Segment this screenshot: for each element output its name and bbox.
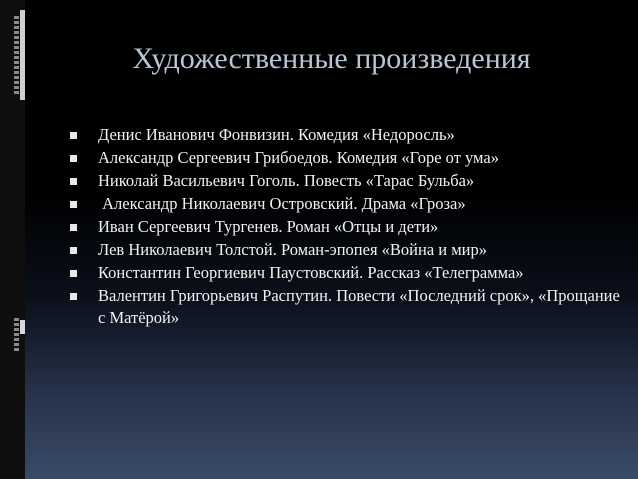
square-bullet-icon [70,155,77,162]
square-bullet-icon [70,201,77,208]
list-item-text: Иван Сергеевич Тургенев. Роман «Отцы и дети» [98,217,439,236]
square-bullet-icon [70,247,77,254]
list-item [62,193,622,215]
left-decorative-edge [0,0,25,479]
list-item [62,239,622,261]
list-item-text: Константин Георгиевич Паустовский. Рассказ «Телеграмма» [98,263,524,282]
list-item [62,216,622,238]
square-bullet-icon [70,224,77,231]
square-bullet-icon [70,178,77,185]
list-item-text: Николай Васильевич Гоголь. Повесть «Тарас Бульба» [98,171,475,190]
edge-strips [14,16,19,96]
square-bullet-icon [70,270,77,277]
edge-accent-bar [20,320,25,334]
list-item-text: Валентин Григорьевич Распутин. Повести «Последний срок», «Прощание с Матёрой» [98,286,620,327]
slide-title: Художественные произведения [132,42,531,75]
list-item-text: Александр Сергеевич Грибоедов. Комедия «Горе от ума» [98,148,499,167]
list-item-text: Александр Николаевич Островский. Драма «Гроза» [98,194,466,213]
list-item-text: Денис Иванович Фонвизин. Комедия «Недоросль» [98,125,455,144]
list-item-text: Лев Николаевич Толстой. Роман-эпопея «Война и мир» [98,240,487,259]
list-item [62,285,622,329]
list-item [62,147,622,169]
square-bullet-icon [70,132,77,139]
edge-strips [14,318,19,353]
list-item [62,170,622,192]
list-item [62,262,622,284]
bullet-list [62,124,622,330]
list-item [62,124,622,146]
square-bullet-icon [70,293,77,300]
